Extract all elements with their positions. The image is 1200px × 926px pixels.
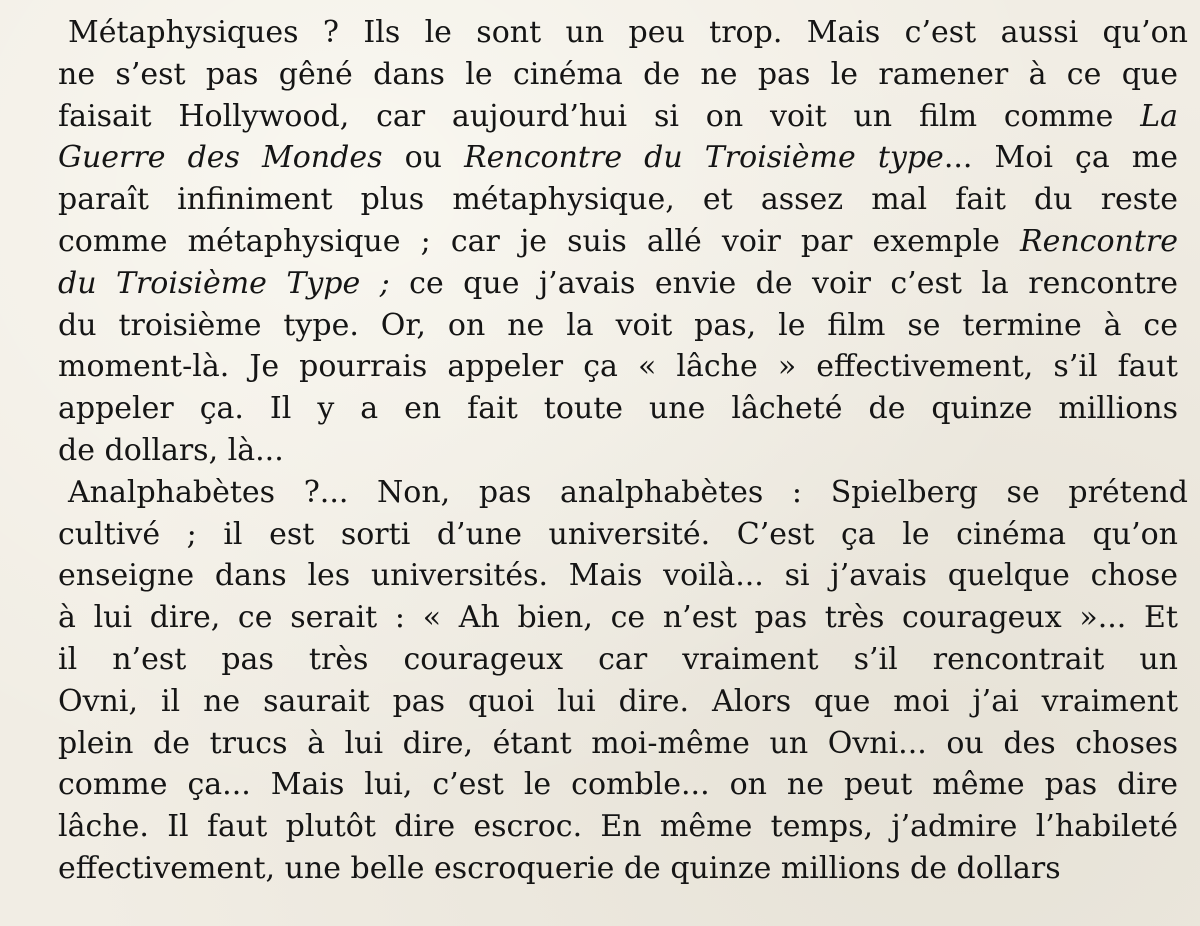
- text-segment: lâche. Il faut plutôt dire escroc. En même temps, j’admire l’habileté: [58, 809, 1178, 845]
- text-segment: ou: [382, 140, 465, 176]
- text-segment: Métaphysiques ? Ils le sont un peu trop. Mais c’est aussi qu’on: [68, 15, 1188, 50]
- text-segment: de dollars, là...: [58, 432, 284, 468]
- paragraph: [58, 12, 1188, 472]
- text-line: [58, 681, 1178, 723]
- book-text: [58, 12, 1188, 890]
- text-segment: Analphabètes ?... Non, pas analphabètes : Spielberg se prétend: [68, 474, 1188, 510]
- text-line: [58, 848, 1178, 890]
- text-line: [58, 514, 1178, 556]
- text-line: [58, 96, 1178, 138]
- text-line: [58, 346, 1178, 388]
- italic-title: Rencontre du Troisième type: [464, 140, 944, 176]
- text-segment: cultivé ; il est sorti d’une université. C’est ça le cinéma qu’on: [58, 516, 1178, 552]
- text-line: [58, 806, 1178, 848]
- text-line: [58, 137, 1178, 179]
- text-segment: enseigne dans les universités. Mais voilà... si j’avais quelque chose: [58, 558, 1178, 594]
- text-line: [58, 639, 1178, 681]
- italic-title: du Troisième Type ;: [58, 265, 390, 301]
- text-segment: faisait Hollywood, car aujourd’hui si on voit un film comme: [58, 98, 1141, 134]
- italic-title: La: [1140, 98, 1178, 134]
- text-segment: paraît infiniment plus métaphysique, et assez mal fait du reste: [58, 182, 1178, 218]
- italic-title: Guerre des Mondes: [58, 140, 383, 176]
- text-segment: comme ça... Mais lui, c’est le comble... on ne peut même pas dire: [58, 767, 1178, 803]
- text-line: [58, 263, 1178, 305]
- text-line: [58, 305, 1178, 347]
- text-segment: plein de trucs à lui dire, étant moi-même un Ovni... ou des choses: [58, 725, 1178, 761]
- text-segment: comme métaphysique ; car je suis allé voir par exemple: [58, 223, 1020, 259]
- text-line: [58, 472, 1188, 514]
- text-segment: ... Moi ça me: [943, 140, 1178, 176]
- text-line: [58, 12, 1188, 54]
- text-segment: Ovni, il ne saurait pas quoi lui dire. Alors que moi j’ai vraiment: [58, 683, 1178, 719]
- text-line: [58, 179, 1178, 221]
- text-segment: ce que j’avais envie de voir c’est la rencontre: [389, 265, 1178, 301]
- text-line: [58, 597, 1178, 639]
- text-line: [58, 221, 1178, 263]
- text-line: [58, 723, 1178, 765]
- text-segment: appeler ça. Il y a en fait toute une lâcheté de quinze millions: [58, 391, 1178, 427]
- text-segment: du troisième type. Or, on ne la voit pas, le film se termine à ce: [58, 307, 1178, 343]
- text-line: [58, 388, 1178, 430]
- text-line: [58, 555, 1178, 597]
- text-line: [58, 764, 1178, 806]
- italic-title: Rencontre: [1020, 223, 1178, 259]
- text-segment: ne s’est pas gêné dans le cinéma de ne pas le ramener à ce que: [58, 56, 1178, 92]
- text-segment: moment-là. Je pourrais appeler ça « lâche » effectivement, s’il faut: [58, 349, 1178, 385]
- text-segment: effectivement, une belle escroquerie de quinze millions de dollars: [58, 850, 1061, 886]
- paragraph: [58, 472, 1188, 890]
- text-segment: à lui dire, ce serait : « Ah bien, ce n’est pas très courageux »... Et: [58, 600, 1178, 636]
- text-line: [58, 430, 1178, 472]
- text-line: [58, 54, 1178, 96]
- text-segment: il n’est pas très courageux car vraiment s’il rencontrait un: [58, 641, 1178, 677]
